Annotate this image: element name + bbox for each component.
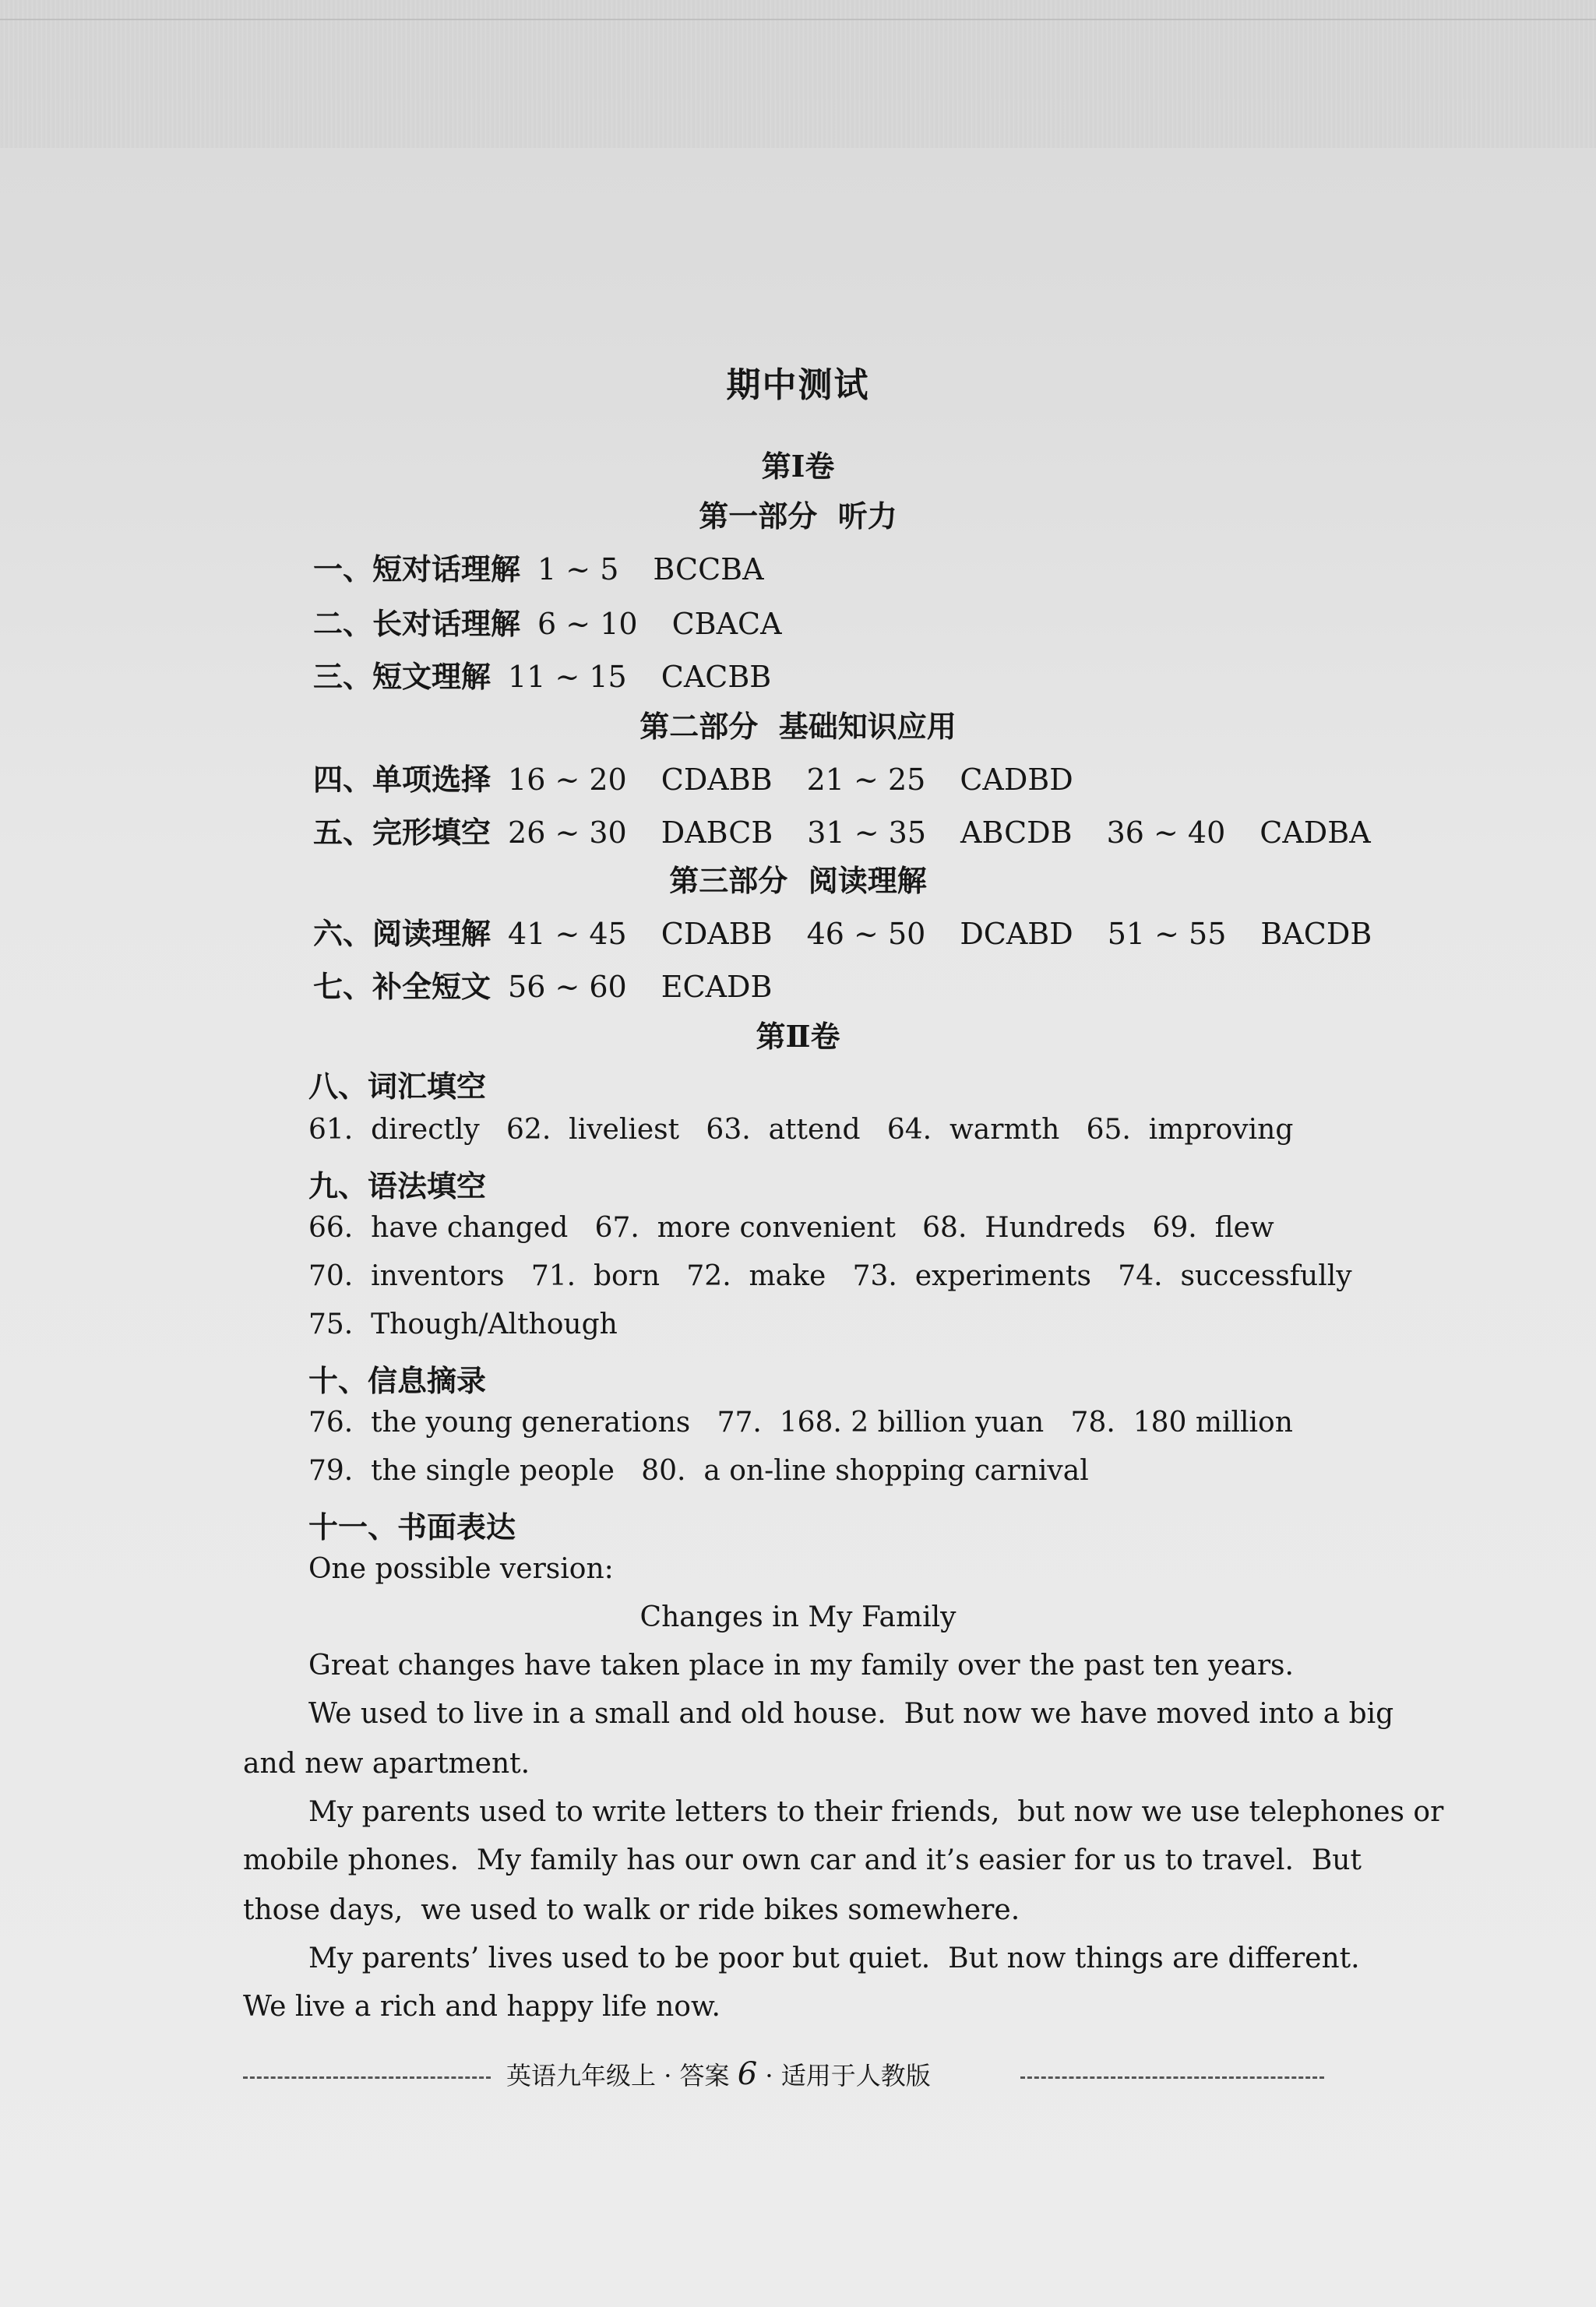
- answer-key: DCABD: [960, 917, 1073, 951]
- question-range: 16 ~ 20: [508, 763, 627, 797]
- essay-line: mobile phones. My family has our own car and it’s easier for us to travel. But: [243, 1844, 1362, 1876]
- answer-key: BCCBA: [653, 552, 764, 586]
- question-range: 21 ~ 25: [806, 763, 926, 797]
- footer-rule-left: [243, 2076, 491, 2079]
- essay-line: those days, we used to walk or ride bikes somewhere.: [243, 1894, 1020, 1926]
- answer-key: CADBA: [1260, 815, 1371, 850]
- answer-key: ECADB: [661, 970, 773, 1004]
- footer-separator: ·: [765, 2061, 773, 2090]
- question-range: 1 ~ 5: [537, 552, 619, 586]
- item-number: 一、: [313, 551, 373, 586]
- essay-line: and new apartment.: [243, 1748, 530, 1780]
- item-name: 长对话理解: [372, 606, 521, 641]
- answer-key: CDABB: [661, 763, 773, 797]
- footer-edition: 适用于人教版: [780, 2061, 931, 2090]
- item-name: 单项选择: [372, 762, 491, 797]
- section-10-heading: 十、信息摘录: [308, 1363, 487, 1398]
- answer-key: ABCDB: [960, 815, 1073, 850]
- question-range: 41 ~ 45: [508, 917, 627, 951]
- essay-line: Great changes have taken place in my family over the past ten years.: [308, 1650, 1294, 1682]
- footer-rule-right: [1020, 2076, 1324, 2079]
- section-9-answers-line-3: 75. Though/Although: [308, 1308, 618, 1340]
- item-name: 短对话理解: [372, 551, 521, 586]
- item-number: 七、: [313, 969, 373, 1004]
- answer-key: DABCB: [661, 815, 773, 850]
- scan-shadow-band: [0, 0, 1596, 148]
- part-3-heading: 第三部分 阅读理解: [669, 863, 927, 898]
- answer-row-7: [313, 963, 772, 1006]
- section-9-heading: 九、语法填空: [308, 1168, 487, 1203]
- question-range: 31 ~ 35: [807, 815, 927, 850]
- question-range: 56 ~ 60: [508, 970, 627, 1004]
- item-name: 阅读理解: [372, 916, 491, 951]
- question-range: 36 ~ 40: [1106, 815, 1226, 850]
- section-8-answers: 61. directly 62. liveliest 63. attend 64. warmth 65. improving: [308, 1114, 1294, 1146]
- part-1-heading: 第一部分 听力: [699, 498, 897, 534]
- section-9-answers-line-1: 66. have changed 67. more convenient 68. Hundreds 69. flew: [308, 1212, 1274, 1244]
- section-10-answers-line-2: 79. the single people 80. a on-line shopping carnival: [308, 1455, 1089, 1487]
- part-2-heading: 第二部分 基础知识应用: [639, 709, 957, 744]
- footer-answer-label: 答案: [679, 2061, 730, 2090]
- essay-intro: One possible version:: [308, 1553, 614, 1585]
- question-range: 26 ~ 30: [508, 815, 627, 850]
- page-number: 6: [737, 2056, 758, 2092]
- section-9-answers-line-2: 70. inventors 71. born 72. make 73. experiments 74. successfully: [308, 1260, 1352, 1292]
- answer-row-4: [313, 755, 1073, 798]
- essay-line: My parents’ lives used to be poor but quiet. But now things are different.: [308, 1942, 1360, 1974]
- answer-row-2: [313, 600, 782, 643]
- item-name: 短文理解: [372, 659, 491, 694]
- answer-row-6: [313, 910, 1372, 953]
- section-11-heading: 十一、书面表达: [308, 1509, 516, 1544]
- item-number: 三、: [313, 659, 373, 694]
- question-range: 46 ~ 50: [806, 917, 926, 951]
- answer-key: BACDB: [1260, 917, 1372, 951]
- question-range: 11 ~ 15: [508, 660, 627, 694]
- answer-row-5: [313, 808, 1371, 851]
- item-number: 四、: [313, 762, 373, 797]
- essay-line: We live a rich and happy life now.: [243, 1991, 720, 2023]
- page-title: 期中测试: [726, 365, 870, 405]
- section-10-answers-line-1: 76. the young generations 77. 168. 2 billion yuan 78. 180 million: [308, 1407, 1293, 1439]
- section-8-heading: 八、词汇填空: [308, 1069, 487, 1104]
- answer-row-1: [313, 545, 764, 588]
- answer-key: CBACA: [671, 607, 782, 641]
- item-number: 二、: [313, 606, 373, 641]
- answer-key: CDABB: [661, 917, 773, 951]
- volume-1-heading: 第Ⅰ卷: [761, 449, 835, 484]
- footer-subject: 英语九年级上: [506, 2061, 657, 2090]
- item-number: 五、: [313, 815, 373, 850]
- essay-line: We used to live in a small and old house. But now we have moved into a big: [308, 1698, 1394, 1730]
- question-range: 6 ~ 10: [537, 607, 638, 641]
- answer-row-3: [313, 653, 771, 696]
- answer-key: CACBB: [661, 660, 772, 694]
- item-name: 补全短文: [372, 969, 491, 1004]
- answer-key: CADBD: [960, 763, 1073, 797]
- footer-separator: ·: [664, 2061, 672, 2090]
- item-name: 完形填空: [372, 815, 491, 850]
- essay-line: My parents used to write letters to their friends, but now we use telephones or: [308, 1796, 1444, 1828]
- volume-2-heading: 第Ⅱ卷: [756, 1019, 840, 1054]
- item-number: 六、: [313, 916, 373, 951]
- essay-title: Changes in My Family: [639, 1601, 957, 1633]
- question-range: 51 ~ 55: [1107, 917, 1227, 951]
- page-footer: [506, 2056, 931, 2092]
